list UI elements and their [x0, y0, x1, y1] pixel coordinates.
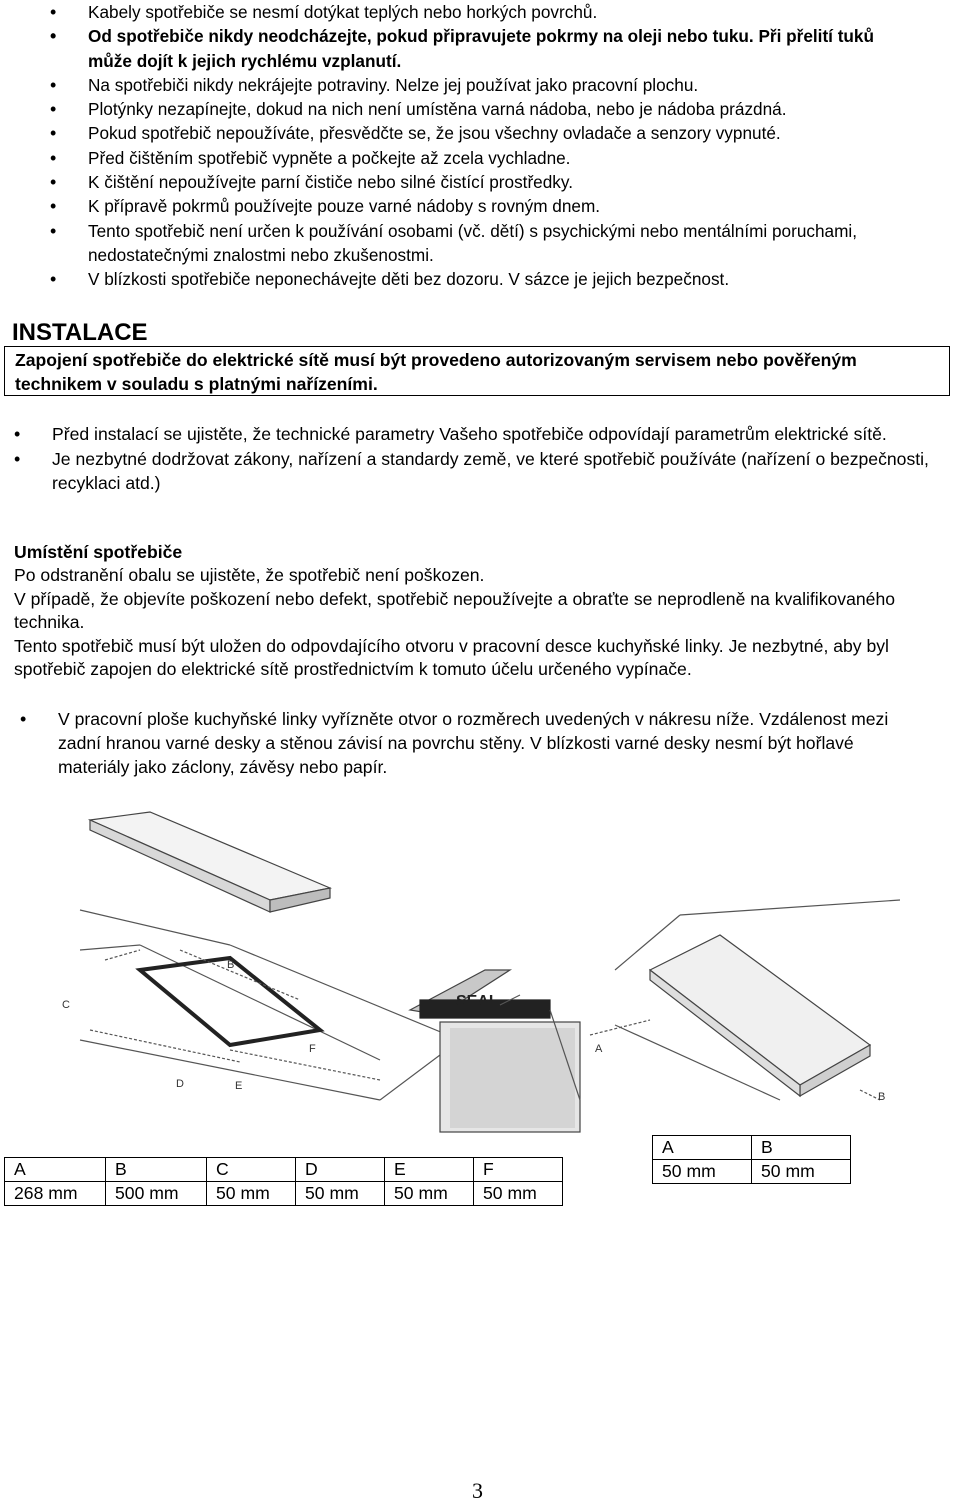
install-bullet: • Před instalací se ujistěte, že technické parametry Vašeho spotřebiče odpovídají parametrům elektrické sítě. — [0, 422, 942, 447]
table-row — [653, 1136, 851, 1160]
table-header-cell: E — [385, 1158, 474, 1182]
table-header-cell: C — [207, 1158, 296, 1182]
label-a-right: A — [595, 1043, 603, 1055]
bullet-icon: • — [50, 269, 57, 290]
label-f: F — [309, 1043, 316, 1055]
wall-distance-table — [652, 1135, 851, 1184]
install-bullet: • Je nezbytné dodržovat zákony, nařízení a standardy země, ve které spotřebič používáte (nařízení o bezpečnosti, recyklaci atd.) — [14, 448, 929, 493]
installation-diagram — [62, 800, 920, 1130]
bullet-icon: • — [50, 26, 57, 47]
table-cell: 50 mm — [385, 1182, 474, 1206]
table-header-cell: B — [106, 1158, 207, 1182]
warnings-list — [0, 0, 960, 292]
page-number: 3 — [472, 1478, 483, 1503]
table-cell: 50 mm — [474, 1182, 563, 1206]
placement-section — [14, 541, 944, 681]
bullet-icon: • — [50, 147, 57, 168]
warning-item: • Před čištěním spotřebič vypněte a počkejte až zcela vychladne. — [0, 146, 908, 170]
warning-item: • Pokud spotřebič nepoužíváte, přesvědčte se, že jsou všechny ovladače a senzory vypnuté. — [0, 121, 908, 145]
table-cell: 268 mm — [5, 1182, 106, 1206]
table-cell: 500 mm — [106, 1182, 207, 1206]
install-bullets — [0, 422, 960, 496]
cutout-dimensions-table — [4, 1157, 563, 1206]
warning-item: • V blízkosti spotřebiče neponechávejte děti bez dozoru. V sázce je jejich bezpečnost. — [0, 267, 908, 291]
placement-paragraph: Tento spotřebič musí být uložen do odpovdajícího otvoru v pracovní desce kuchyňské linky. Je nezbytné, aby byl spotřebič zapojen do elektrické sítě prostřednictvím k tomuto účelu určeného vypínače. — [14, 635, 889, 680]
warning-item: • Tento spotřebič není určen k používání osobami (vč. dětí) s psychickými nebo mentálními poruchami, nedostatečnými znalostmi nebo zkušenostmi. — [50, 220, 858, 265]
bullet-icon: • — [50, 196, 57, 217]
warning-item: • K čištění nepoužívejte parní čističe nebo silné čistící prostředky. — [0, 170, 908, 194]
table-cell: 50 mm — [653, 1160, 752, 1184]
bullet-icon: • — [50, 74, 57, 95]
bullet-icon: • — [50, 2, 57, 22]
warning-item: • Na spotřebiči nikdy nekrájejte potraviny. Nelze jej používat jako pracovní plochu. — [0, 73, 908, 97]
table-row — [653, 1160, 851, 1184]
label-e: E — [235, 1080, 243, 1092]
warning-item: • Plotýnky nezapínejte, dokud na nich není umístěna varná nádoba, nebo je nádoba prázdná. — [0, 97, 908, 121]
bullet-icon: • — [50, 99, 57, 120]
placement-heading: Umístění spotřebiče — [14, 542, 183, 562]
table-cell: 50 mm — [752, 1160, 851, 1184]
table-cell: 50 mm — [296, 1182, 385, 1206]
table-cell: 50 mm — [207, 1182, 296, 1206]
warning-item: • K přípravě pokrmů používejte pouze varné nádoby s rovným dnem. — [0, 194, 908, 218]
table-row — [5, 1182, 563, 1206]
install-heading: INSTALACE — [12, 319, 148, 346]
bullet-icon: • — [14, 448, 21, 469]
placement-paragraph: V případě, že objevíte poškození nebo defekt, spotřebič nepoužívejte a obraťte se neprodleně na kvalifikovaného technika. — [14, 588, 896, 633]
label-b-right: B — [878, 1091, 886, 1103]
label-seal: SEAL — [456, 993, 499, 1010]
label-b-left: B — [227, 959, 235, 971]
bullet-icon: • — [14, 424, 21, 444]
table-row — [5, 1158, 563, 1182]
bullet-icon: • — [50, 220, 57, 241]
table-header-cell: D — [296, 1158, 385, 1182]
install-notice-box: Zapojení spotřebiče do elektrické sítě musí být provedeno autorizovaným servisem nebo pověřeným technikem v souladu s platnými nařízeními. — [4, 346, 950, 396]
warning-item: • Od spotřebiče nikdy neodcházejte, pokud připravujete pokrmy na oleji nebo tuku. Při přelití tuků může dojít k jejich rychlému vzplanutí. — [50, 26, 874, 71]
table-header-cell: F — [474, 1158, 563, 1182]
bullet-icon: • — [50, 172, 57, 193]
label-c: C — [62, 999, 70, 1011]
table-header-cell: A — [653, 1136, 752, 1160]
bullet-icon: • — [50, 123, 57, 144]
wall-distance-drawing — [590, 900, 900, 1100]
bullet-icon: • — [20, 709, 27, 729]
table-header-cell: B — [752, 1136, 851, 1160]
label-d: D — [176, 1078, 184, 1090]
warning-item: • Kabely spotřebiče se nesmí dotýkat teplých nebo horkých povrchů. — [0, 0, 908, 24]
cutout-drawing — [80, 812, 460, 1100]
table-header-cell: A — [5, 1158, 106, 1182]
placement-paragraph: Po odstranění obalu se ujistěte, že spotřebič není poškozen. — [14, 565, 485, 586]
